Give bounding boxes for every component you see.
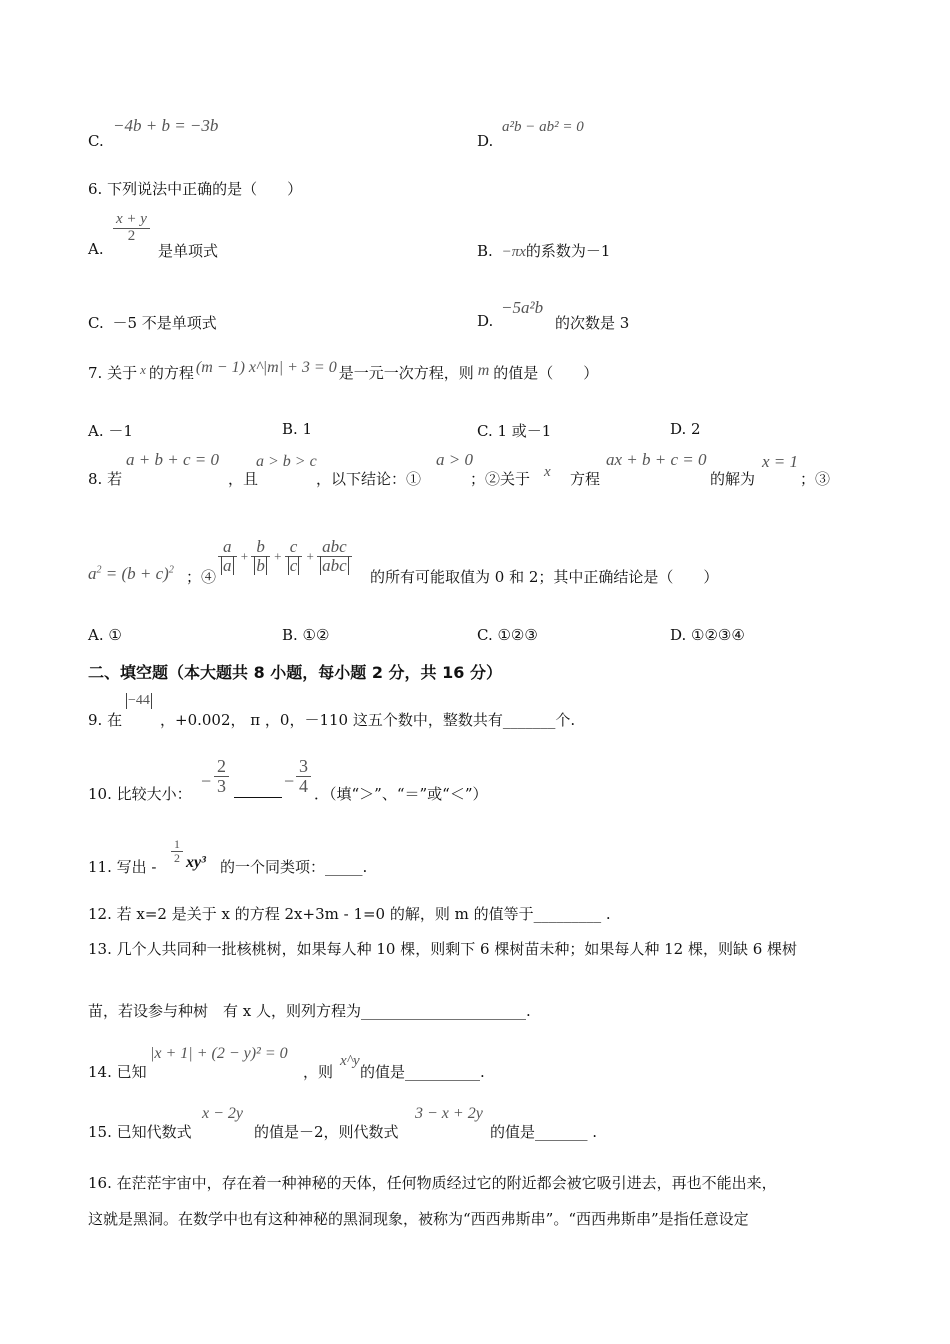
q7-option-a: A. －1: [88, 422, 133, 440]
q6-option-c: C. －5 不是单项式: [88, 314, 217, 332]
q8-stem-line1: 8. 若 a + b + c = 0 ，且 a > b > c ，以下结论：① a > 0 ；②关于 x 方程 ax + b + c = 0 的解为 x = 1 ；③: [88, 450, 831, 488]
q13-line2: 苗，若设参与种树 有 x 人，则列方程为______________________.: [88, 1002, 531, 1020]
q7-option-c: C. 1 或－1: [477, 422, 552, 440]
q8-option-d: D. ①②③④: [670, 626, 745, 644]
q14: 14. 已知 |x + 1| + (2 − y)² = 0 ，则 x^y 的值是__________.: [88, 1045, 485, 1081]
q8-statement-3: $a^2 = (b + c)^2$: [88, 564, 174, 583]
q6-option-b: B. −πx的系数为－1: [477, 242, 611, 260]
q8-option-a: A. ①: [88, 626, 122, 644]
q8-option-c: C. ①②③: [477, 626, 538, 644]
q15: 15. 已知代数式 x − 2y 的值是－2，则代数式 3 − x + 2y 的值是_______ .: [88, 1105, 598, 1141]
q16-line2: 这就是黑洞。在数学中也有这种神秘的黑洞现象，被称为“西西弗斯串”。“西西弗斯串”是指任意设定: [88, 1210, 749, 1228]
q5-option-c-expr: −4b + b = −3b: [113, 116, 219, 135]
q8-stem-line2: $a^2 = (b + c)^2$ ；④ $\frac{a}{a}$ + $\frac{b}{b}$ + $\frac{c}{c}$ + $\frac{\text{abc}}{\text{abc}}$ 的所有可能取值为 0 和 2；其中正确结论是（ ）: [88, 537, 719, 586]
q6-stem: 6. 下列说法中正确的是（ ）: [88, 180, 303, 198]
q6-option-a-fraction: $\frac{x + y}{2}$: [113, 212, 150, 245]
q5-option-d-expr: a²b − ab² = 0: [502, 119, 584, 135]
q13-line1: 13. 几个人共同种一批核桃树，如果每人种 10 棵，则剩下 6 棵树苗未种；如果每人种 12 棵，则缺 6 棵树: [88, 940, 798, 958]
q8-statement-4-expr: $\frac{a}{a}$ + $\frac{b}{b}$ + $\frac{c}{c}$ + $\frac{\text{abc}}{\text{abc}}$: [218, 538, 352, 575]
q10: 10. 比较大小： − $\frac{2}{3}$ − $\frac{3}{4}$ ．（填“＞”、“＝”或“＜”）: [88, 756, 488, 803]
q7-equation: (m − 1) x^|m| + 3 = 0: [195, 359, 337, 376]
q11: 11. 写出 - $\frac{1}{2}$ xy³ 的一个同类项：_____.: [88, 837, 368, 876]
q7-option-d: D. 2: [670, 420, 701, 438]
q8-option-b: B. ①②: [282, 626, 330, 644]
q7-stem: 7. 关于 x 的方程 (m − 1) x^|m| + 3 = 0 是一元一次方程，则 m 的值是（ ）: [88, 359, 599, 382]
q8-statement-4-prefix: ；④: [186, 570, 217, 586]
q10-answer-blank: [234, 783, 282, 798]
section-heading: 二、填空题（本大题共 8 小题，每小题 2 分，共 16 分）: [88, 663, 502, 682]
q12: 12. 若 x=2 是关于 x 的方程 2x+3m - 1=0 的解，则 m 的值等于_________ .: [88, 905, 611, 923]
q10-fraction-2: $\frac{3}{4}$: [296, 757, 311, 796]
q7-option-b: B. 1: [282, 420, 313, 438]
q11-fraction: $\frac{1}{2}$: [171, 838, 183, 864]
q16-line1: 16. 在茫茫宇宙中，存在着一种神秘的天体，任何物质经过它的附近都会被它吸引进去，再也不能出来，: [88, 1174, 777, 1192]
q10-fraction-1: $\frac{2}{3}$: [214, 757, 229, 796]
